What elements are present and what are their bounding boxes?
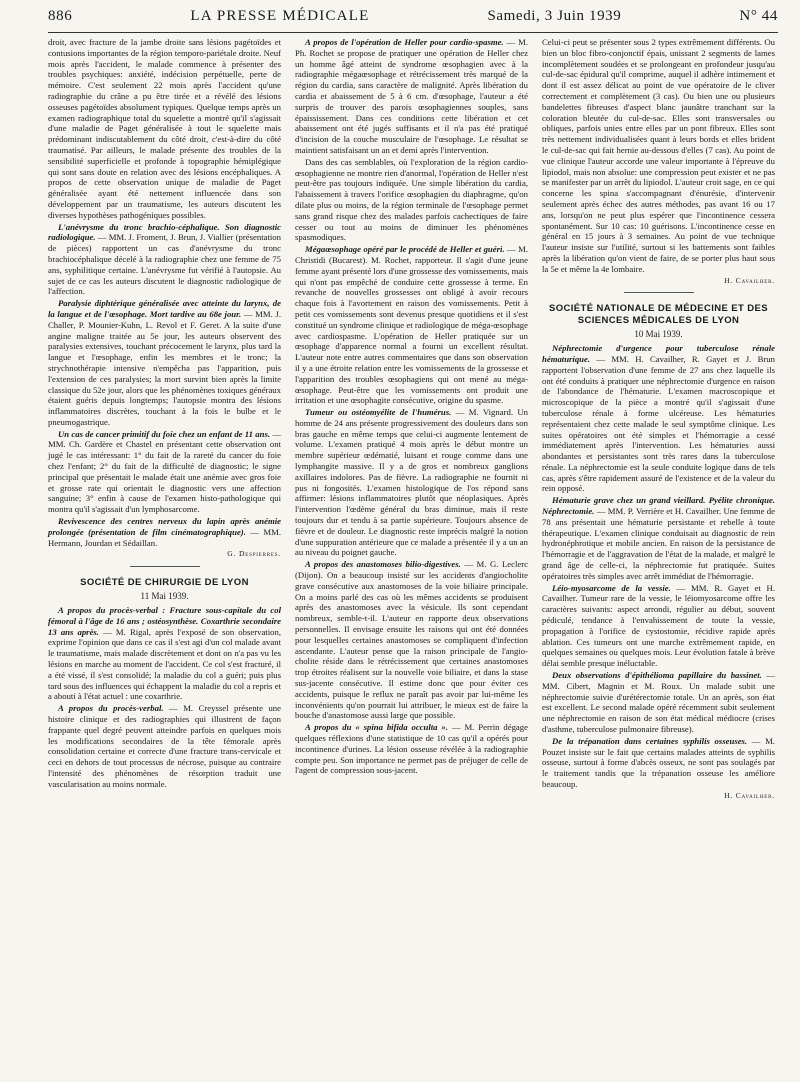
abstract-heading: A propos du « spina bifida occulta ». <box>305 722 448 733</box>
abstract <box>48 429 281 515</box>
abstract-text: — MM. H. Cavailher, R. Gayet et J. Brun rapportent l'observation d'une femme de 27 ans chez laquelle ils ont été conduits à pratiquer une néphrectomie d'urgence en raison de l'abondance de l'hématurie. L'examen macroscopique et microscopique de la pièce a montré qu'il s'agissait d'une tuberculose rénale à forme ulcéreuse. Les hématuries représentaient chez cette malade le seul symptôme clinique. Les suites opératoires ont été simples et l'hémorragie a cessé immédiatement après l'intervention. Les hématuries aussi abondantes et persistantes sont très rares dans la tuberculose rénale. La néphrectomie est la seule conduite logique dans de tels cas, après s'être rapidement assuré de l'existence et de la valeur du rein opposé. <box>542 353 775 494</box>
abstract <box>542 343 775 494</box>
issue-date: Samedi, 3 Juin 1939 <box>487 8 622 24</box>
abstract <box>48 605 281 702</box>
abstract <box>48 703 281 789</box>
abstract-heading: Revivescence des centres nerveux du lapin après anémie prolongée (présentation de film cinématographique). <box>48 516 281 537</box>
article-columns <box>48 37 778 802</box>
author-signature: G. Despierres. <box>227 549 281 559</box>
abstract-heading: Léio-myosarcome de la vessie. <box>552 582 671 593</box>
abstract <box>295 559 528 721</box>
page-header <box>48 8 778 32</box>
abstract <box>48 516 281 548</box>
abstract-text: — M. Creyssel présente une histoire clinique et des radiographies qui illustrent de façon frappante quel degré peuvent atteindre parfois en quelques mois les modifications secondaires de la tête fémorale après consolidation certaine et correcte d'une fracture trans-cervicale et ceci en dehors de tout processus de nécrose, puisque au contraire l'intensité des phénomènes de résorption traduit une vascularisation au moins normale. <box>48 703 281 789</box>
header-rule <box>48 32 778 33</box>
page-number: 886 <box>48 8 73 24</box>
society-heading: SOCIÉTÉ NATIONALE DE MÉDECINE ET DES SCIENCES MÉDICALES DE LYON <box>548 303 769 327</box>
abstract-text: — M. G. Leclerc (Dijon). On a beaucoup insisté sur les accidents d'angiocholite grave consécutive aux anastomoses de la voie biliaire principale. On a moins parlé des cas où les mêmes accidents se produisent après des anastomoses avec la vésicule. Ils sont cependant nombreux, semble-t-il. L'auteur en rapporte deux observations personnelles. Il envisage ensuite les raisons qui ont été données pour lesquelles certaines anastomoses se compliquent d'infection ascendante. L'auteur pense que la raison principale de l'angio-cholite réside dans le rétrécissement que certaines anastomoses trop étroites réalisent sur la nouvelle voie biliaire, et dans la stase sus-jacente consécutive. Il estime donc que pour éviter ces accidents, puisque le reflux ne paraît pas avoir par lui-même les inconvénients qu'on pourrait lui attribuer, le mieux est de faire la bouche d'anastomose aussi large que possible. <box>295 559 528 721</box>
abstract-heading: Deux observations d'épithélioma papillaire du bassinet. <box>552 670 762 681</box>
abstract-text: — MM. Cibert, Magnin et M. Roux. Un malade subit une néphrectomie suivie d'urétérectomie totale. Un an après, son état est excellent. Le second malade opéré récemment subit seulement une néphrectomie en raison de son état médical médiocre (crises d'asthme, tuberculose pulmonaire fibreuse). <box>542 670 776 735</box>
abstract <box>542 736 775 790</box>
society-heading: SOCIÉTÉ DE CHIRURGIE DE LYON <box>80 577 249 589</box>
abstract <box>48 222 281 298</box>
abstract <box>48 298 281 428</box>
abstract <box>295 407 528 558</box>
abstract <box>295 722 528 776</box>
abstract-text: — MM. P. Verrière et H. Cavailher. Une femme de 78 ans présentait une hématurie persistante et rebelle à toute thérapeutique. L'examen clinique conduisait au diagnostic de rein hydronéphrotique et mobile ancien. En raison de la persistance de l'hémorragie et de l'aggravation de l'état de la malade, et malgré le grand âge de celle-ci, la néphrectomie fut pratiquée. Suites opératoires très simples avec arrêt immédiat de l'hémorragie. <box>542 506 775 581</box>
session-date: 10 Mai 1939. <box>634 329 683 340</box>
abstract-text: — M. Christidi (Bucarest). M. Rochet, rapporteur. Il s'agit d'une jeune femme ayant présenté lors d'une grossesse des vomissements, mais qui n'ont pas empêché de conduire cette grossesse à terme. En revanche de nouvelles grossesses ont obligé à avoir recours chaque fois à l'avortement en raison des vomissements. Petit à petit ces vomissements sont devenus presque quotidiens et il s'est constitué un syndrome clinique et radiologique de méga-œsophage avec cardiospasme. L'opération de Heller pratiquée sur un œsophage d'apparence normal a fourni un excellent résultat. L'auteur note entre autres commentaires que dans son observation il y a une étroite relation entre les vomissements de la grossesse et l'apparition des troubles œsophagiens qui ont mené au méga-œsophage. Peut-être que les vomissements ont produit une irritation et une œsophagite consécutive, origine du spasme. <box>295 244 528 406</box>
section-divider <box>130 566 200 567</box>
abstract-heading: A propos des anastomoses bilio-digestives. <box>305 559 461 570</box>
abstract-text: — MM. Ch. Gardère et Chastel en présentant cette observation ont jugé le cas intéressant: 1° du fait de la rareté du cancer du foie chez l'enfant; 2° du fait de la difficulté de diagnostic; le signe principal que présentait le malade était une anémie avec gros foie et grosse rate qui orientait le diagnostic vers une affection sanguine; 3° enfin à cause de l'examen histo-pathologique qui montra qu'il s'agissait d'un lymphosarcome. <box>48 428 282 515</box>
abstract-text: — MM. J. Challer, P. Mounier-Kuhn, L. Revol et F. Geret. A la suite d'une angine maligne traitée au 5e jour, les auteurs observent des paralysies extensives, touchant précocement le larynx, plus tard la langue et l'œsophage, enfin les membres et le tronc; la strychnothérapie intensive n'empêcha pas l'apparition, puis l'extension de ces paralysies; la mort survint bien après la limite classique du 52e jour, alors que les phénomènes toxiques généraux étaient guéris depuis longtemps; l'autopsie montra des lésions inflammatoires discrètes, touchant à la fois le bulbe et le pneumogastrique. <box>48 308 281 427</box>
abstract-text: — MM. R. Gayet et H. Cavailher. Tumeur rare de la vessie, le léiomyosarcome offre les caractères suivants: aspect arrondi, régulier au début, souvent pédiculé, tendance à l'envahissement de toute la vessie, propagation à l'orifice de cystostomie, récidive rapide après ablation. Ces tumeurs ont une marche extrêmement rapide, en quelques semaines ou quelques mois. Leur évolution fatale à brève délai semble presque inéluctable. <box>542 582 775 669</box>
abstract-heading: A propos du procès-verbal. <box>58 703 164 714</box>
abstract-heading: Néphrectomie d'urgence pour tuberculose rénale hématurique. <box>542 343 775 364</box>
abstract-heading: Mégaœsophage opéré par le procédé de Heller et guéri. <box>305 244 505 255</box>
abstract <box>542 495 775 581</box>
paragraph: Celui-ci peut se présenter sous 2 types extrêmement différents. Ou bien un bloc fibro-conjonctif épais, unissant 2 segments de lames incomplètement soudées et se prolongeant en profondeur jusqu'au cul-de-sac épidural qu'il comprime, auquel il adhère intimement et dont il est assez délicat au point de vue opératoire de le cliver correctement et complètement (3 cas). Ou bien une ou plusieurs bandelettes fibreuses d'aspect blanc jaunâtre tranchant sur la coloration bleutée du cul-de-sac. Elles sont transversales ou obliques, parfois unies entre elles par un pont fibreux. Elles sont très nettement individualisées quant à leurs bords et elles brident le cul-de-sac qui fait hernie au-dessous d'elles (7 cas). Au point de vue clinique l'auteur accorde une valeur importante à l'épreuve du lipiodol, mais non absolue: une compression peut exister et ne pas se manifester par un arrêt du lipiodol. L'auteur croit sage, en ce qui concerne les spina s'accompagnant d'énurésie, d'intervenir seulement après échec des autres méthodes, pas avant 16 ou 17 ans, lorsqu'on ne peut plus espérer que l'incontinence cessera spontanément. Sur 10 cas: 10 guérisons. L'incontinence cesse en général en 15 jours à 3 semaines. Au point de vue technique l'auteur insiste sur l'utilité, surtout si les battements sont faibles après la libération qu'on vient de faire, de se porter plus haut sous la 5e et même la 4e lombaire. <box>542 37 775 274</box>
paragraph: droit, avec fracture de la jambe droite sans lésions pagétoïdes et contusions importantes de la région temporo-pariétale droite. Neuf mois après l'accident, le malade commence à présenter des troubles psychiques: anxiété, indécision perpétuelle, perte de mémoire. C'est seulement 22 mois après l'accident qu'une radiographie du crâne a pu être tirée et a révélé des lésions osseuses pagétoïdes absolument typiques. Quelque temps après un examen radiographique total du squelette a montré qu'il s'agissait d'une maladie de Paget généralisée à tout le squelette mais prédominant indiscutablement du côté droit, c'est-à-dire du côté traumatisé. Par ailleurs, le malade présente des troubles de la sensibilité superficielle et profonde à topographie hémiplégique qui sont sans doute en relation avec des lésions encéphaliques. A propos de cette observation unique de maladie de Paget généralisée ayant été nettement influencée dans son développement par un traumatisme, les auteurs discutent les diverses hypothèses pathogéniques possibles. <box>48 37 281 220</box>
abstract-text: — M. Pouzet insiste sur le fait que certains malades atteints de syphilis osseuse, surtout à forme d'abcès osseux, ne sont pas soulagés par le traitement tandis que la trépanation osseuse les améliore beaucoup. <box>542 735 775 789</box>
abstract-text: — MM. J. Froment, J. Brun, J. Viallier (présentation de pièces) rapportent un cas d'anévrysme du tronc brachiocéphalique décelé à la radiographie chez une femme de 75 ans, syphilitique certaine. L'anévrysme fut vérifié à l'autopsie. Au sujet de ce cas les auteurs discutent le diagnostic radiologique de l'affection. <box>48 232 281 297</box>
column-3 <box>542 37 775 802</box>
abstract-heading: L'anévrysme du tronc brachio-céphalique. Son diagnostic radiologique. <box>48 221 281 243</box>
paragraph: Dans des cas semblables, où l'exploration de la région cardio-œsophagienne ne montre rien d'anormal, l'opération de Heller n'est peut-être pas toujours indiquée. Une simple libération du cardia, l'abaissement à travers l'orifice œsophagien du diaphragme, qu'on dilate plus ou moins, de la région terminale de l'œsophage permet sans grand risque chez des malades parfois cachectiques de faire cesser ou tout au moins de diminuer les phénomènes spasmodiques. <box>295 156 528 243</box>
abstract-heading: De la trépanation dans certaines syphilis osseuses. <box>552 735 748 746</box>
column-1 <box>48 37 281 802</box>
abstract-text: — M. Ph. Rochet se propose de pratiquer une opération de Heller chez un homme âgé atteint de syndrome œsophagien avec à la radiographie mégaœsophage et rétrécissement très marqué de la région du cardia, sans caractère de malignité. Après libération du cardia et abaissement de 5 à 6 cm. d'œsophage, l'auteur a été surpris de trouver des parois œsophagiennes souples, sans épaississement. Dans ces conditions cette libération et cet abaissement ont été jugés suffisants et il n'a pas été pratiqué d'incision de la couche musculaire de l'œsophage. Le résultat se maintient satisfaisant un an et demi après l'intervention. <box>295 37 528 155</box>
abstract <box>295 244 528 406</box>
abstract <box>542 583 775 669</box>
abstract-heading: Un cas de cancer primitif du foie chez un enfant de 11 ans. <box>58 428 271 439</box>
abstract <box>542 670 775 735</box>
abstract-heading: A propos du procès-verbal : Fracture sous-capitale du col fémoral à l'âge de 16 ans ; ostéosynthèse. Coxarthrie secondaire 13 ans après. <box>48 605 281 637</box>
abstract-heading: Hématurie grave chez un grand vieillard. Pyélite chronique. Néphrectomie. <box>542 495 775 517</box>
abstract-heading: Tumeur ou ostéomyélite de l'humérus. <box>305 407 452 418</box>
column-2 <box>295 37 528 802</box>
abstract-text: — MM. Hermann, Jourdan et Sédaillan. <box>48 526 282 548</box>
abstract-text: — M. Perrin dégage quelques réflexions d'une statistique de 10 cas qu'il a opérés pour incontinence d'urines. La lésion osseuse révélée à la radiographie compte peu. Son importance ne permet pas de préjuger de celle de l'agent de compression sous-jacent. <box>295 722 528 776</box>
abstract <box>295 37 528 156</box>
session-date: 11 Mai 1939. <box>140 591 189 602</box>
author-signature: H. Cavailher. <box>724 790 775 800</box>
section-divider <box>624 292 694 293</box>
abstract-text: — M. Rigal, après l'exposé de son observation, exprime l'opinion que dans ce cas il s'est agi d'un col malade avant le traumatisme, mais malade discrètement et dont on n'a pas vu les lésions en marche au moment de l'accident. Ce col s'est fracturé, il a été vissé, il s'est consolidé; la maladie du col a guéri; puis plus tard sous des influences qui échappent la maladie du col a repris et a abouti à l'état actuel : une coxarthrie. <box>48 626 281 702</box>
abstract-heading: Paralysie diphtérique généralisée avec atteinte du larynx, de la langue et de l'œsophage. Mort tardive au 68e jour. <box>48 298 281 319</box>
abstract-heading: A propos de l'opération de Heller pour cardio-spasme. <box>305 37 504 47</box>
issue-number: N° 44 <box>739 8 778 24</box>
abstract-text: — M. Vignard. Un homme de 24 ans présente progressivement des douleurs dans son bras gauche en même temps que celui-ci augmente lentement de volume. L'examen pratiqué 4 mois après le début montre un membre supérieur œdématié, luisant et rouge comme dans une lymphangite massive. Il y a de gros et nombreux ganglions axillaires indolores. Pas de fièvre. La radiographie ne fournit ni pus ni fongosités. L'examen histologique de l'os répond sans affirmer: lésions inflammatoires plutôt que néoplasiques. Après l'intervention l'œdème général du bras diminue, mais il reste toujours dur et tendu à sa partie supérieure. Toujours absence de fièvre et de douleur. Le diagnostic reste imprécis malgré la notion d'une suppuration antérieure que ce malade a présentée il y a un an au niveau du poignet gauche. <box>295 407 528 558</box>
journal-title: LA PRESSE MÉDICALE <box>190 8 370 24</box>
author-signature: H. Cavailher. <box>724 275 775 285</box>
